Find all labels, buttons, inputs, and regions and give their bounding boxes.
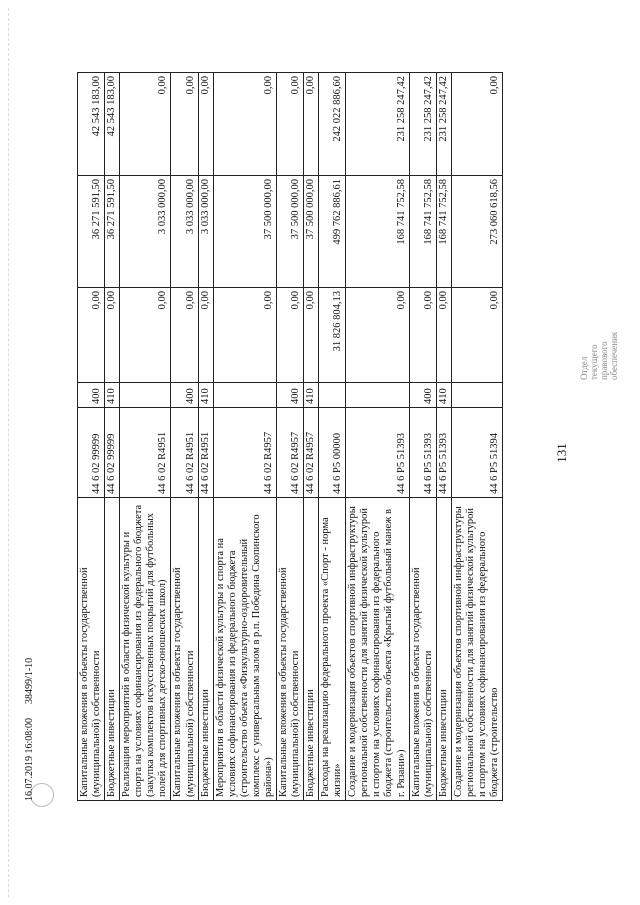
cell-v1: 0,00 <box>346 287 409 382</box>
cell-vr: 410 <box>105 382 120 407</box>
cell-name: Бюджетные инвестиции <box>436 497 451 800</box>
table-row <box>171 72 198 800</box>
cell-vr: 400 <box>409 382 436 407</box>
cell-code: 44 6 02 R4951 <box>198 407 213 497</box>
cell-name: Бюджетные инвестиции <box>105 497 120 800</box>
cell-v1: 0,00 <box>171 287 198 382</box>
cell-code: 44 6 P5 51393 <box>409 407 436 497</box>
table-row <box>319 72 346 800</box>
cell-name: Создание и модернизация объектов спортивной инфраструктуры региональной собственности для занятий физической культурой и спортом на условиях софинансирования из федерального бюджета (строительство объекта «Крытый футбольный манеж в г. Рязани») <box>346 497 409 800</box>
footer-doc-id: 38499/1-10 <box>24 657 35 704</box>
cell-v1: 0,00 <box>198 287 213 382</box>
cell-code: 44 6 02 R4951 <box>171 407 198 497</box>
cell-v1: 0,00 <box>78 287 105 382</box>
cell-name: Капитальные вложения в объекты государственной (муниципальной) собственности <box>78 497 105 800</box>
cell-v2: 37 500 000,00 <box>304 175 319 287</box>
cell-code: 44 6 02 99999 <box>78 407 105 497</box>
cell-v3: 0,00 <box>198 72 213 175</box>
cell-v3: 0,00 <box>213 72 276 175</box>
cell-name: Бюджетные инвестиции <box>198 497 213 800</box>
cell-name: Расходы на реализацию федерального проекта «Спорт - норма жизни» <box>319 497 346 800</box>
cell-v3: 242 022 886,60 <box>319 72 346 175</box>
page-number: 131 <box>554 442 569 463</box>
cell-v3: 42 543 183,00 <box>105 72 120 175</box>
table-row <box>198 72 213 800</box>
rotated-content <box>20 13 620 893</box>
cell-name: Бюджетные инвестиции <box>304 497 319 800</box>
cell-code: 44 6 P5 51393 <box>436 407 451 497</box>
cell-v1: 0,00 <box>451 287 502 382</box>
cell-name: Создание и модернизация объектов спортивной инфраструктуры региональной собственности для занятий физической культурой и спортом на условиях софинансирования из федерального бюджета (строительство <box>451 497 502 800</box>
cell-code: 44 6 P5 51394 <box>451 407 502 497</box>
cell-v1: 0,00 <box>409 287 436 382</box>
budget-table <box>77 72 503 801</box>
table-row <box>409 72 436 800</box>
cell-vr <box>346 382 409 407</box>
cell-vr <box>319 382 346 407</box>
table-row <box>346 72 409 800</box>
table-row <box>436 72 451 800</box>
department-stamp: Отдел текущего правового обеспечения <box>579 331 619 380</box>
cell-v3: 0,00 <box>451 72 502 175</box>
cell-vr <box>213 382 276 407</box>
cell-v3: 0,00 <box>276 72 303 175</box>
cell-v3: 0,00 <box>304 72 319 175</box>
cell-v2: 3 033 000,00 <box>171 175 198 287</box>
cell-v3: 42 543 183,00 <box>78 72 105 175</box>
cell-v2: 168 741 752,58 <box>346 175 409 287</box>
table-row <box>451 72 502 800</box>
cell-name: Капитальные вложения в объекты государственной (муниципальной) собственности <box>409 497 436 800</box>
cell-v2: 36 271 591,50 <box>78 175 105 287</box>
cell-name: Капитальные вложения в объекты государственной (муниципальной) собственности <box>276 497 303 800</box>
cell-vr: 400 <box>171 382 198 407</box>
cell-v2: 168 741 752,58 <box>436 175 451 287</box>
cell-v3: 0,00 <box>120 72 171 175</box>
cell-vr: 400 <box>78 382 105 407</box>
table-row <box>105 72 120 800</box>
cell-v3: 231 258 247,42 <box>346 72 409 175</box>
cell-code: 44 6 P5 00000 <box>319 407 346 497</box>
cell-v1: 31 826 804,13 <box>319 287 346 382</box>
cell-vr: 410 <box>436 382 451 407</box>
cell-vr <box>451 382 502 407</box>
cell-v2: 36 271 591,50 <box>105 175 120 287</box>
cell-v2: 168 741 752,58 <box>409 175 436 287</box>
cell-v1: 0,00 <box>120 287 171 382</box>
cell-v3: 0,00 <box>171 72 198 175</box>
cell-code: 44 6 02 R4957 <box>213 407 276 497</box>
table-row <box>120 72 171 800</box>
cell-code: 44 6 02 R4957 <box>304 407 319 497</box>
cell-v2: 3 033 000,00 <box>198 175 213 287</box>
table-row <box>276 72 303 800</box>
cell-name: Реализация мероприятий в области физической культуры и спорта на условиях софинансирования из федерального бюджета (закупка комплектов искусственных покрытий для футбольных полей для спортивных детско-юношеских школ) <box>120 497 171 800</box>
table-row <box>213 72 276 800</box>
cell-v2: 3 033 000,00 <box>120 175 171 287</box>
cell-code: 44 6 02 R4957 <box>276 407 303 497</box>
cell-name: Мероприятия в области физической культуры и спорта на условиях софинансирования из федерального бюджета (строительство объекта «Физкультурно-оздоровительный комплекс с универсальным залом в р.п. Победина Скопинского района») <box>213 497 276 800</box>
cell-v2: 499 762 886,61 <box>319 175 346 287</box>
cell-v1: 0,00 <box>276 287 303 382</box>
cell-v2: 37 500 000,00 <box>213 175 276 287</box>
cell-vr: 400 <box>276 382 303 407</box>
cell-v2: 37 500 000,00 <box>276 175 303 287</box>
cell-v1: 0,00 <box>304 287 319 382</box>
cell-v3: 231 258 247,42 <box>409 72 436 175</box>
cell-v1: 0,00 <box>105 287 120 382</box>
cell-code: 44 6 02 99999 <box>105 407 120 497</box>
cell-name: Капитальные вложения в объекты государственной (муниципальной) собственности <box>171 497 198 800</box>
cell-v2: 273 060 618,56 <box>451 175 502 287</box>
cell-code: 44 6 P5 51393 <box>346 407 409 497</box>
table-row <box>304 72 319 800</box>
cell-vr: 410 <box>198 382 213 407</box>
cell-vr <box>120 382 171 407</box>
scan-edge <box>8 8 11 897</box>
cell-v3: 231 258 247,42 <box>436 72 451 175</box>
cell-vr: 410 <box>304 382 319 407</box>
cell-v1: 0,00 <box>436 287 451 382</box>
footer <box>24 657 35 800</box>
cell-code: 44 6 02 R4951 <box>120 407 171 497</box>
cell-v1: 0,00 <box>213 287 276 382</box>
footer-timestamp: 16.07.2019 16:08:00 <box>24 717 35 801</box>
table-row <box>78 72 105 800</box>
